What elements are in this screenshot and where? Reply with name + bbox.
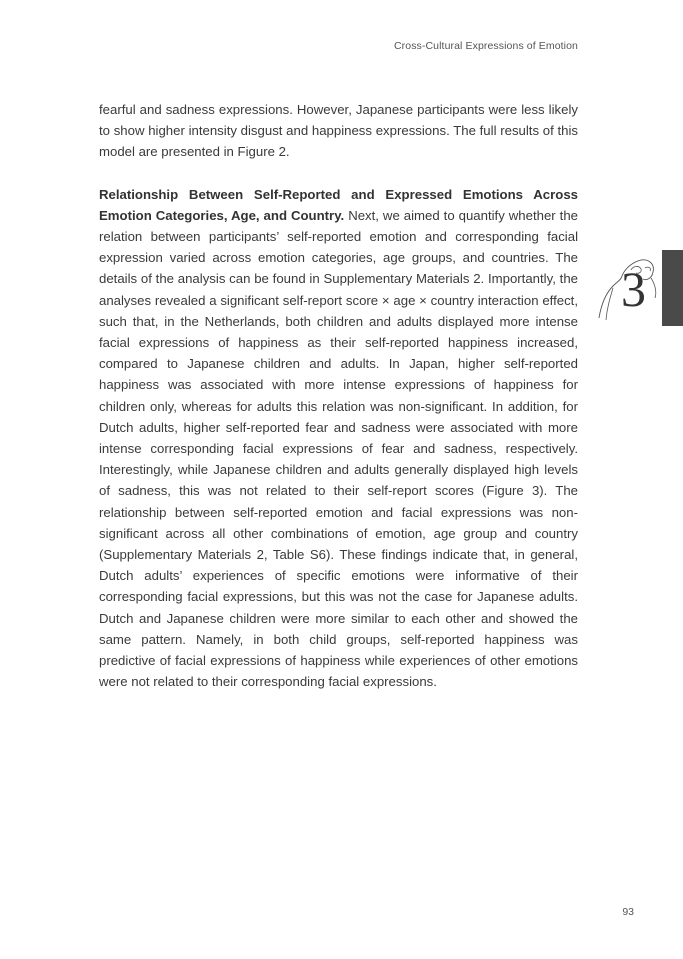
page-number: 93: [622, 906, 634, 918]
chapter-number: 3: [621, 261, 646, 317]
paragraph-1: fearful and sadness expressions. However, Japanese participants were less likely to show higher intensity disgust and happiness expressions. The full results of this model are presented in Figure 2.: [99, 102, 578, 160]
paragraph-2-heading: Relationship Between Self-Reported and Expressed Emotions Across Emotion Categories, Age, and Country.: [99, 186, 578, 223]
chapter-tab-marker: [662, 250, 683, 326]
body-text: [99, 99, 578, 692]
paragraph-2: [99, 184, 578, 693]
running-header: Cross-Cultural Expressions of Emotion: [393, 40, 578, 52]
paragraph-2-text: Next, we aimed to quantify whether the relation between participants’ self-reported emotion and corresponding facial expression varied across emotion categories, age groups, and countries. The details of the analysis can be found in Supplementary Materials 2. Importantly, the analyses revealed a significant self-report score × age × country interaction effect, such that, in the Netherlands, both children and adults displayed more intense facial expressions of happiness as their self-reported happiness increased, compared to Japanese children and adults. In Japan, higher self-reported happiness was associated with more intense expressions of happiness for children only, whereas for adults this relation was non-significant. In addition, for Dutch adults, higher self-reported fear and sadness were associated with more intense corresponding facial expressions of fear and sadness, respectively. Interestingly, while Japanese children and adults generally displayed high levels of sadness, this was not related to their self-report scores (Figure 3). The relationship between self-reported emotion and facial expressions was non-significant across all other combinations of emotion, age group and country (Supplementary Materials 2, Table S6). These findings indicate that, in general, Dutch adults’ experiences of specific emotions were informative of their corresponding facial expressions, but this was not the case for Japanese adults. Dutch and Japanese children were more similar to each other and showed the same pattern. Namely, in both child groups, self-reported happiness was predictive of facial expressions of happiness while experiences of other emotions were not related to their corresponding facial expressions.: [99, 207, 578, 690]
